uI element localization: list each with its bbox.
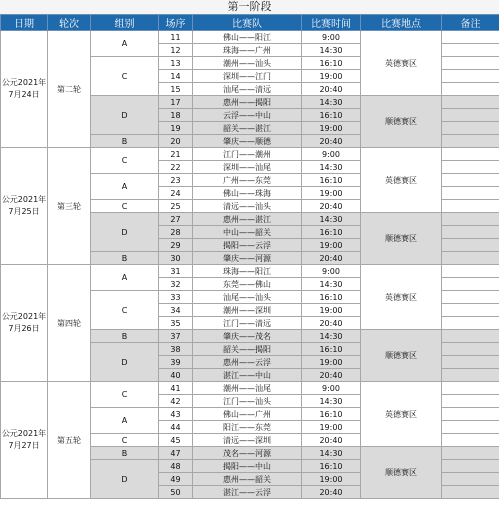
time-cell: 14:30 [302, 395, 361, 408]
round-cell: 第三轮 [48, 148, 91, 265]
header-row [1, 15, 499, 31]
teams-cell: 阳江——东莞 [193, 421, 302, 434]
schedule-table [0, 14, 499, 499]
group-cell: B [91, 135, 159, 148]
notes-cell [442, 434, 499, 447]
time-cell: 20:40 [302, 252, 361, 265]
match-no-cell: 27 [159, 213, 193, 226]
group-cell: D [91, 343, 159, 382]
time-cell: 19:00 [302, 421, 361, 434]
match-no-cell: 35 [159, 317, 193, 330]
teams-cell: 潮州——深圳 [193, 304, 302, 317]
time-cell: 16:10 [302, 408, 361, 421]
notes-cell [442, 408, 499, 421]
stage-title: 第一阶段 [0, 0, 499, 15]
match-no-cell: 48 [159, 460, 193, 473]
teams-cell: 韶关——揭阳 [193, 343, 302, 356]
time-cell: 14:30 [302, 330, 361, 343]
schedule-body [1, 31, 499, 499]
teams-cell: 肇庆——顺德 [193, 135, 302, 148]
match-no-cell: 33 [159, 291, 193, 304]
venue-cell: 顺德赛区 [361, 330, 442, 382]
match-no-cell: 37 [159, 330, 193, 343]
time-cell: 9:00 [302, 148, 361, 161]
round-cell: 第二轮 [48, 31, 91, 148]
group-cell: D [91, 96, 159, 135]
match-no-cell: 29 [159, 239, 193, 252]
notes-cell [442, 174, 499, 187]
teams-cell: 汕尾——清远 [193, 83, 302, 96]
notes-cell [442, 317, 499, 330]
notes-cell [442, 70, 499, 83]
notes-cell [442, 226, 499, 239]
teams-cell: 惠州——韶关 [193, 473, 302, 486]
teams-cell: 茂名——河源 [193, 447, 302, 460]
notes-cell [442, 200, 499, 213]
group-cell: A [91, 31, 159, 57]
time-cell: 19:00 [302, 473, 361, 486]
group-cell: B [91, 330, 159, 343]
venue-cell: 英德赛区 [361, 31, 442, 96]
header-date: 日期 [1, 15, 48, 31]
round-cell: 第四轮 [48, 265, 91, 382]
notes-cell [442, 356, 499, 369]
time-cell: 19:00 [302, 70, 361, 83]
match-no-cell: 20 [159, 135, 193, 148]
teams-cell: 珠海——广州 [193, 44, 302, 57]
match-no-cell: 18 [159, 109, 193, 122]
date-cell: 公元2021年7月27日 [1, 382, 48, 499]
teams-cell: 江门——清远 [193, 317, 302, 330]
header-venue: 比赛地点 [361, 15, 442, 31]
time-cell: 16:10 [302, 226, 361, 239]
group-cell: D [91, 213, 159, 252]
match-no-cell: 22 [159, 161, 193, 174]
time-cell: 20:40 [302, 434, 361, 447]
teams-cell: 湛江——云浮 [193, 486, 302, 499]
time-cell: 16:10 [302, 57, 361, 70]
notes-cell [442, 460, 499, 473]
venue-cell: 英德赛区 [361, 265, 442, 330]
teams-cell: 汕尾——汕头 [193, 291, 302, 304]
match-no-cell: 39 [159, 356, 193, 369]
teams-cell: 深圳——汕尾 [193, 161, 302, 174]
match-no-cell: 23 [159, 174, 193, 187]
teams-cell: 肇庆——河源 [193, 252, 302, 265]
notes-cell [442, 278, 499, 291]
teams-cell: 江门——潮州 [193, 148, 302, 161]
header-teams: 比赛队 [193, 15, 302, 31]
time-cell: 16:10 [302, 343, 361, 356]
time-cell: 19:00 [302, 187, 361, 200]
teams-cell: 佛山——珠海 [193, 187, 302, 200]
teams-cell: 揭阳——云浮 [193, 239, 302, 252]
time-cell: 14:30 [302, 44, 361, 57]
time-cell: 16:10 [302, 109, 361, 122]
time-cell: 14:30 [302, 96, 361, 109]
match-no-cell: 30 [159, 252, 193, 265]
match-no-cell: 45 [159, 434, 193, 447]
notes-cell [442, 96, 499, 109]
teams-cell: 惠州——揭阳 [193, 96, 302, 109]
match-no-cell: 19 [159, 122, 193, 135]
notes-cell [442, 239, 499, 252]
teams-cell: 揭阳——中山 [193, 460, 302, 473]
notes-cell [442, 57, 499, 70]
match-no-cell: 12 [159, 44, 193, 57]
notes-cell [442, 486, 499, 499]
time-cell: 16:10 [302, 291, 361, 304]
group-cell: D [91, 460, 159, 499]
time-cell: 16:10 [302, 174, 361, 187]
match-no-cell: 31 [159, 265, 193, 278]
teams-cell: 清远——深圳 [193, 434, 302, 447]
match-no-cell: 41 [159, 382, 193, 395]
venue-cell: 英德赛区 [361, 382, 442, 447]
teams-cell: 江门——汕头 [193, 395, 302, 408]
notes-cell [442, 31, 499, 44]
venue-cell: 顺德赛区 [361, 213, 442, 265]
teams-cell: 韶关——湛江 [193, 122, 302, 135]
venue-cell: 顺德赛区 [361, 96, 442, 148]
notes-cell [442, 265, 499, 278]
notes-cell [442, 369, 499, 382]
notes-cell [442, 187, 499, 200]
time-cell: 14:30 [302, 447, 361, 460]
time-cell: 14:30 [302, 213, 361, 226]
teams-cell: 清远——汕头 [193, 200, 302, 213]
time-cell: 9:00 [302, 31, 361, 44]
group-cell: C [91, 434, 159, 447]
header-notes: 备注 [442, 15, 499, 31]
notes-cell [442, 473, 499, 486]
notes-cell [442, 213, 499, 226]
group-cell: A [91, 265, 159, 291]
match-no-cell: 11 [159, 31, 193, 44]
notes-cell [442, 382, 499, 395]
group-cell: C [91, 148, 159, 174]
time-cell: 20:40 [302, 200, 361, 213]
group-cell: B [91, 447, 159, 460]
notes-cell [442, 83, 499, 96]
match-no-cell: 34 [159, 304, 193, 317]
date-cell: 公元2021年7月24日 [1, 31, 48, 148]
match-no-cell: 14 [159, 70, 193, 83]
match-no-cell: 49 [159, 473, 193, 486]
teams-cell: 肇庆——茂名 [193, 330, 302, 343]
notes-cell [442, 252, 499, 265]
group-cell: C [91, 382, 159, 408]
teams-cell: 东莞——佛山 [193, 278, 302, 291]
notes-cell [442, 330, 499, 343]
time-cell: 20:40 [302, 83, 361, 96]
header-time: 比赛时间 [302, 15, 361, 31]
time-cell: 19:00 [302, 122, 361, 135]
notes-cell [442, 122, 499, 135]
match-no-cell: 50 [159, 486, 193, 499]
time-cell: 14:30 [302, 278, 361, 291]
time-cell: 20:40 [302, 135, 361, 148]
group-cell: C [91, 200, 159, 213]
match-no-cell: 28 [159, 226, 193, 239]
group-cell: C [91, 57, 159, 96]
match-no-cell: 47 [159, 447, 193, 460]
notes-cell [442, 447, 499, 460]
notes-cell [442, 395, 499, 408]
teams-cell: 深圳——江门 [193, 70, 302, 83]
table-row [1, 382, 499, 395]
match-no-cell: 43 [159, 408, 193, 421]
match-no-cell: 13 [159, 57, 193, 70]
date-cell: 公元2021年7月26日 [1, 265, 48, 382]
notes-cell [442, 343, 499, 356]
group-cell: C [91, 291, 159, 330]
time-cell: 20:40 [302, 369, 361, 382]
notes-cell [442, 44, 499, 57]
time-cell: 16:10 [302, 460, 361, 473]
time-cell: 20:40 [302, 317, 361, 330]
notes-cell [442, 304, 499, 317]
time-cell: 9:00 [302, 265, 361, 278]
match-no-cell: 38 [159, 343, 193, 356]
group-cell: A [91, 408, 159, 434]
round-cell: 第五轮 [48, 382, 91, 499]
notes-cell [442, 421, 499, 434]
match-no-cell: 24 [159, 187, 193, 200]
notes-cell [442, 148, 499, 161]
time-cell: 14:30 [302, 161, 361, 174]
group-cell: B [91, 252, 159, 265]
time-cell: 19:00 [302, 304, 361, 317]
notes-cell [442, 109, 499, 122]
teams-cell: 惠州——湛江 [193, 213, 302, 226]
match-no-cell: 15 [159, 83, 193, 96]
match-no-cell: 44 [159, 421, 193, 434]
notes-cell [442, 161, 499, 174]
header-round: 轮次 [48, 15, 91, 31]
teams-cell: 佛山——阳江 [193, 31, 302, 44]
header-group: 组别 [91, 15, 159, 31]
teams-cell: 佛山——广州 [193, 408, 302, 421]
time-cell: 19:00 [302, 356, 361, 369]
date-cell: 公元2021年7月25日 [1, 148, 48, 265]
time-cell: 20:40 [302, 486, 361, 499]
time-cell: 9:00 [302, 382, 361, 395]
match-no-cell: 17 [159, 96, 193, 109]
match-no-cell: 32 [159, 278, 193, 291]
teams-cell: 惠州——云浮 [193, 356, 302, 369]
time-cell: 19:00 [302, 239, 361, 252]
notes-cell [442, 135, 499, 148]
table-row [1, 148, 499, 161]
teams-cell: 中山——韶关 [193, 226, 302, 239]
teams-cell: 湛江——中山 [193, 369, 302, 382]
match-no-cell: 42 [159, 395, 193, 408]
table-row [1, 31, 499, 44]
venue-cell: 英德赛区 [361, 148, 442, 213]
teams-cell: 潮州——汕头 [193, 57, 302, 70]
venue-cell: 顺德赛区 [361, 447, 442, 499]
match-no-cell: 21 [159, 148, 193, 161]
match-no-cell: 40 [159, 369, 193, 382]
teams-cell: 广州——东莞 [193, 174, 302, 187]
header-match-no: 场序 [159, 15, 193, 31]
teams-cell: 珠海——阳江 [193, 265, 302, 278]
teams-cell: 云浮——中山 [193, 109, 302, 122]
group-cell: A [91, 174, 159, 200]
match-no-cell: 25 [159, 200, 193, 213]
teams-cell: 潮州——汕尾 [193, 382, 302, 395]
notes-cell [442, 291, 499, 304]
table-row [1, 265, 499, 278]
